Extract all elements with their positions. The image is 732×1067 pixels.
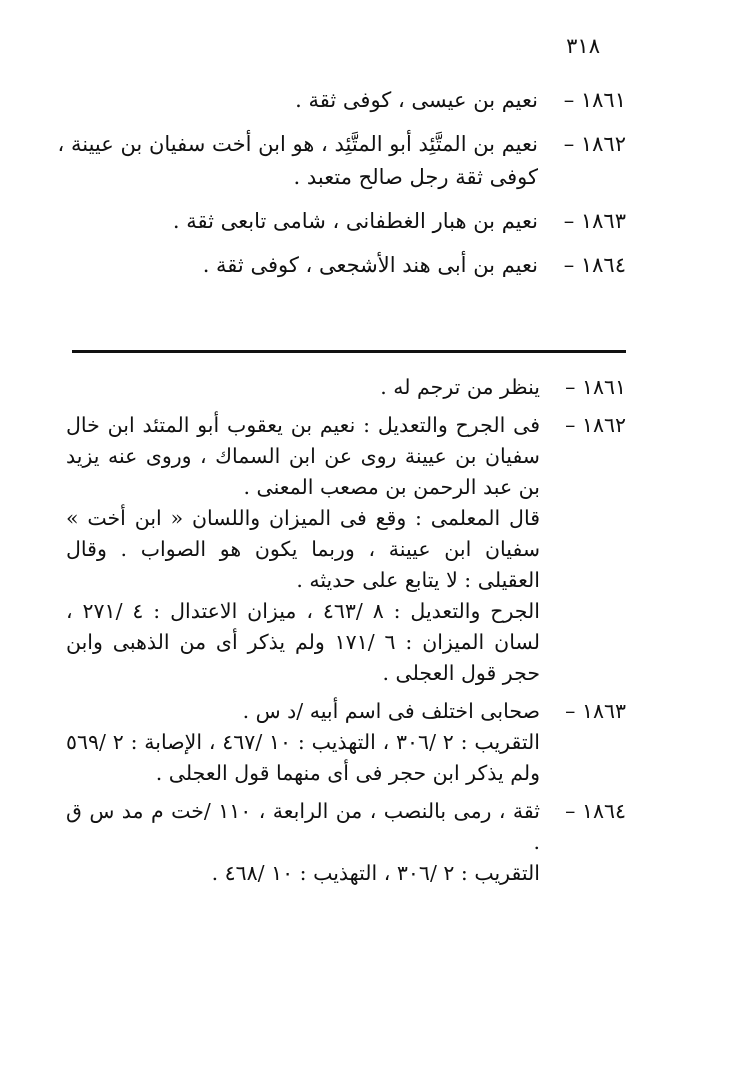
note-paragraph: ينظر من ترجم له . xyxy=(380,375,540,399)
footnote-divider xyxy=(72,350,626,353)
note-number: ١٨٦١ – xyxy=(565,375,626,399)
entry-number: ١٨٦٤ – xyxy=(563,253,626,277)
note-number: ١٨٦٣ – xyxy=(565,699,626,723)
note-number: ١٨٦٤ – xyxy=(565,799,626,823)
entry-text: نعيم بن هبار الغطفانى ، شامى تابعى ثقة . xyxy=(172,209,538,233)
note-paragraph: قال المعلمى : وقع فى الميزان واللسان « ابن أخت » سفيان ابن عيينة ، وربما يكون هو الصواب . وقال العقيلى : لا يتابع على حديثه . xyxy=(66,506,540,592)
note-reference: التقريب : ٢ /٣٠٦ ، التهذيب : ١٠ /٤٦٨ . xyxy=(211,861,540,885)
entry-number: ١٨٦٣ – xyxy=(563,209,626,233)
entry-1861 xyxy=(26,84,626,117)
entry-1864 xyxy=(26,249,626,282)
entry-number: ١٨٦٢ – xyxy=(563,132,626,156)
entry-1862 xyxy=(26,128,626,194)
footnotes xyxy=(66,372,626,896)
entry-text: نعيم بن أبى هند الأشجعى ، كوفى ثقة . xyxy=(202,253,538,277)
note-paragraph: ثقة ، رمى بالنصب ، من الرابعة ، ١١٠ /خت م مد س ق . xyxy=(66,799,540,854)
entry-text: نعيم بن المتَّئِد أبو المتَّئِد ، هو ابن أخت سفيان بن عيينة ، كوفى ثقة رجل صالح متعبد . xyxy=(57,132,538,189)
note-1861 xyxy=(66,372,626,403)
main-entries xyxy=(26,84,626,293)
note-reference: الجرح والتعديل : ٨ /٤٦٣ ، ميزان الاعتدال : ٤ /٢٧١ ، لسان الميزان : ٦ /١٧١ ولم يذكر أى من الذهبى وابن حجر قول العجلى . xyxy=(66,599,540,685)
note-1864 xyxy=(66,796,626,889)
note-number: ١٨٦٢ – xyxy=(565,413,626,437)
page-number: ٣١٨ xyxy=(566,34,600,58)
note-1863 xyxy=(66,696,626,789)
note-1862 xyxy=(66,410,626,689)
note-paragraph: فى الجرح والتعديل : نعيم بن يعقوب أبو المتئد ابن خال سفيان بن عيينة روى عن ابن السماك ، وروى عنه يزيد بن عبد الرحمن بن مصعب المعنى . xyxy=(66,413,540,499)
entry-text: نعيم بن عيسى ، كوفى ثقة . xyxy=(295,88,538,112)
note-paragraph: صحابى اختلف فى اسم أبيه /د س . xyxy=(242,699,540,723)
entry-1863 xyxy=(26,205,626,238)
entry-number: ١٨٦١ – xyxy=(563,88,626,112)
note-reference: التقريب : ٢ /٣٠٦ ، التهذيب : ١٠ /٤٦٧ ، الإصابة : ٢ /٥٦٩ ولم يذكر ابن حجر فى أى منهما قول العجلى . xyxy=(66,730,540,785)
